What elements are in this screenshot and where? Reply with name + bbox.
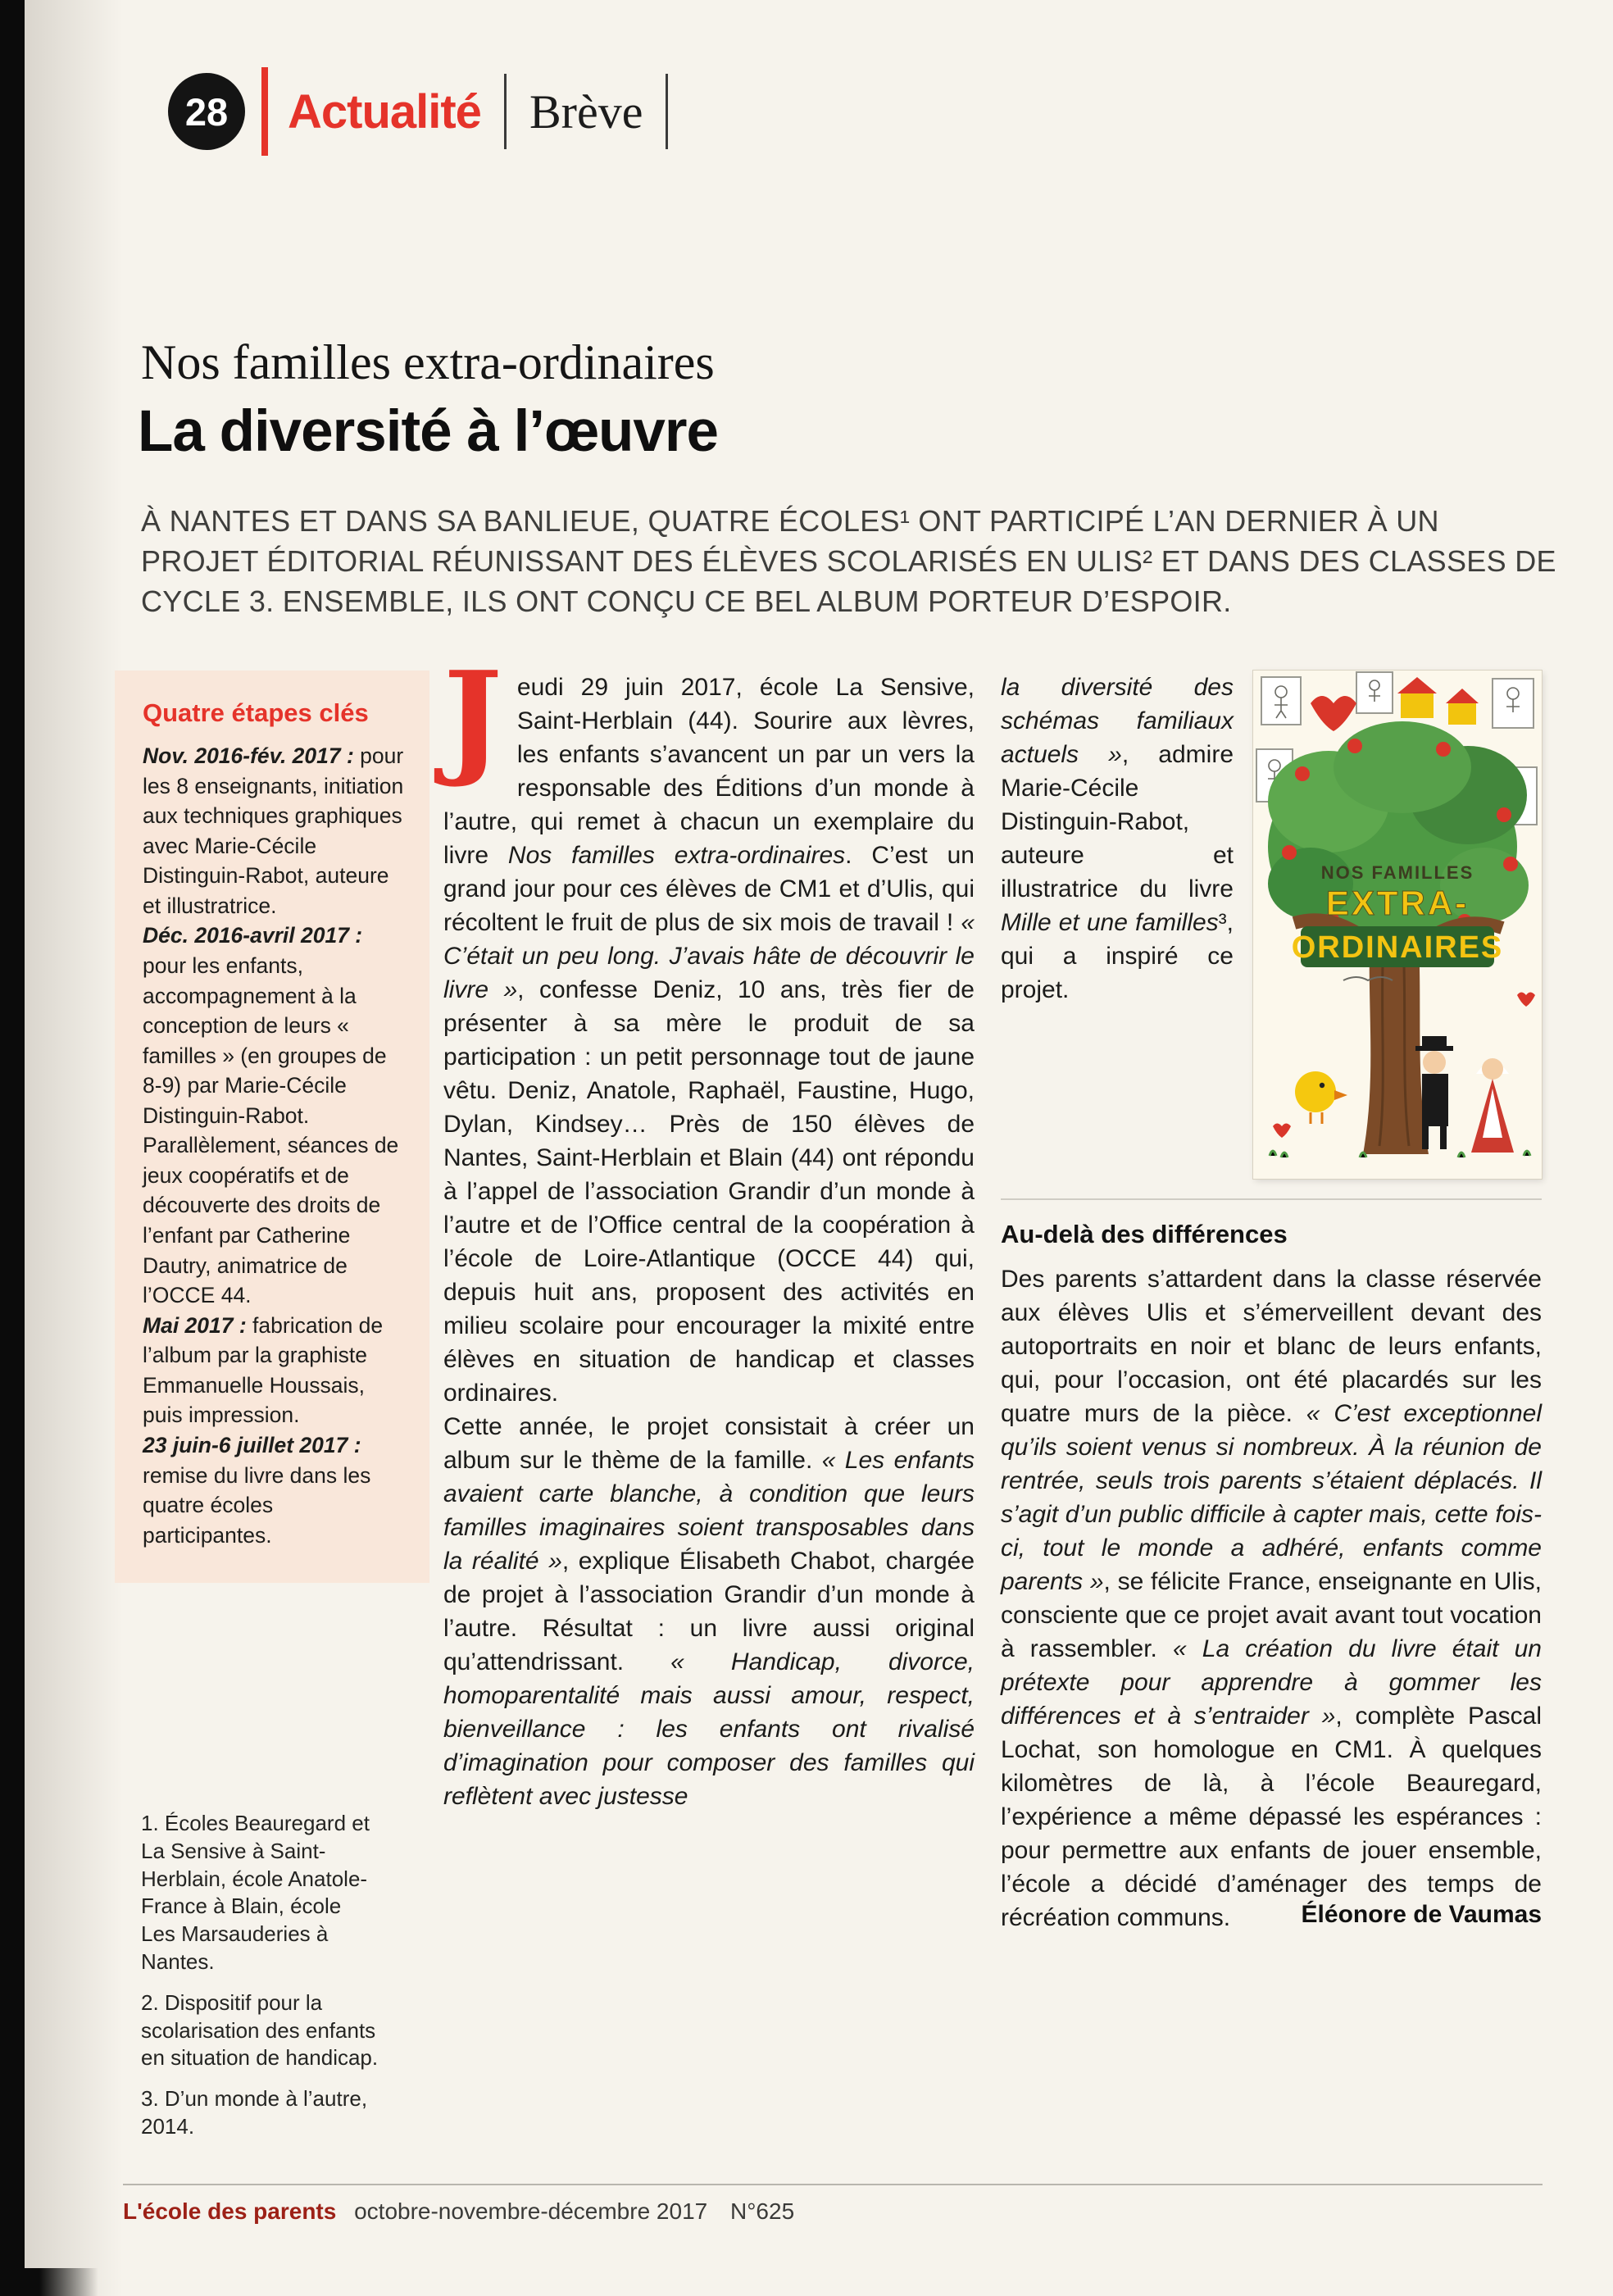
article-paragraph xyxy=(443,643,975,1410)
book-cover-illustration xyxy=(1253,671,1542,1179)
author-byline: Éléonore de Vaumas xyxy=(1301,1901,1542,1928)
step-text: remise du livre dans les quatre écoles participantes. xyxy=(143,1462,371,1548)
page-number-badge xyxy=(168,73,245,150)
red-divider-bar xyxy=(261,67,268,156)
key-step xyxy=(143,741,407,921)
step-date: Déc. 2016-avril 2017 : xyxy=(143,923,363,948)
article-paragraph: Des parents s’attardent dans la classe réservée aux élèves Ulis et s’émerveillent devant des autoportraits en noir et blanc de leurs enfants, qui, pour l’occasion, ont été placardés sur les quatre murs de la pièce. « C’est exceptionnel qu’ils soient venus si nombreux. À la réunion de rentrée, seuls trois parents s’étaient déplacés. Il s’agit d’un public difficile à capter mais, cette fois-ci, tout le monde a adhéré, enfants comme parents », se félicite France, enseignante en Ulis, consciente que ce projet avait avant tout vocation à rassembler. « La création du livre était un prétexte pour apprendre à gommer les différences et à s’entraider », complète Pascal Lochat, son homologue en CM1. À quelques kilomètres de là, à l’école Beauregard, l’expérience a même dépassé les espérances : pour permettre aux enfants de jouer ensemble, l’école a décidé d’aménager des temps de récréation communs. xyxy=(1001,1266,1542,1931)
house-shape xyxy=(1401,693,1434,718)
article-column-right xyxy=(1001,671,1542,1929)
book-cover-art xyxy=(1253,671,1542,1179)
article-standfirst: À NANTES ET DANS SA BANLIEUE, QUATRE ÉCOLES¹ ONT PARTICIPÉ L’AN DERNIER À UN PROJET ÉDITORIAL RÉUNISSANT DES ÉLÈVES SCOLARISÉS EN ULIS² ET DANS DES CLASSES DE CYCLE 3. ENSEMBLE, ILS ONT CONÇU CE BEL ALBUM PORTEUR D’ESPOIR. xyxy=(141,504,1556,618)
article-title: La diversité à l’œuvre xyxy=(138,399,719,464)
step-date: Mai 2017 : xyxy=(143,1312,247,1338)
article-column-middle xyxy=(443,643,975,1813)
scan-gutter-shadow xyxy=(25,0,123,2296)
page-masthead xyxy=(168,66,691,157)
step-date: 23 juin-6 juillet 2017 : xyxy=(143,1432,361,1457)
step-date: Nov. 2016-fév. 2017 : xyxy=(143,743,354,768)
footnotes xyxy=(141,1810,380,2154)
section-subhead: Au-delà des différences xyxy=(1001,1198,1542,1249)
issue-number: N°625 xyxy=(730,2198,795,2224)
article-paragraph: Cette année, le projet consistait à créer un album sur le thème de la famille. « Les enfants avaient carte blanche, à condition que leurs familles imaginaires soient transposables dans la réalité », explique Élisabeth Chabot, chargée de projet à l’association Grandir d’un monde à l’autre. Résultat : un livre aussi original qu’attendrissant. « Handicap, divorce, homoparentalité mais aussi amour, respect, bienveillance : les enfants ont rivalisé d’imagination pour composer des familles qui reflètent avec justesse xyxy=(443,1413,975,1810)
subsection-label: Brève xyxy=(529,84,643,139)
footnote: 3. D’un monde à l’autre, 2014. xyxy=(141,2086,368,2139)
section-label: Actualité xyxy=(288,84,481,139)
footnote: 2. Dispositif pour la scolarisation des enfants en situation de handicap. xyxy=(141,1989,379,2071)
vertical-divider xyxy=(666,74,668,149)
article-kicker: Nos familles extra-ordinaires xyxy=(141,335,715,389)
footnote: 1. Écoles Beauregard et La Sensive à Saint-Herblain, école Anatole-France à Blain, école Les Marsauderies à Nantes. xyxy=(141,1811,370,1974)
step-text: pour les 8 enseignants, initiation aux techniques graphiques avec Marie-Cécile Distinguin-Rabot, auteure et illustratrice. xyxy=(143,743,404,918)
key-steps-title: Quatre étapes clés xyxy=(143,698,369,727)
key-steps-box xyxy=(115,671,429,1583)
key-step xyxy=(143,1430,407,1550)
scan-edge-bottom xyxy=(0,2268,98,2296)
magazine-name: L'école des parents xyxy=(123,2198,337,2224)
drop-cap: J xyxy=(443,643,502,790)
key-step xyxy=(143,1311,407,1430)
cover-title-line3: ORDINAIRES xyxy=(1291,930,1504,965)
paragraph-text: eudi 29 juin 2017, école La Sensive, Saint-Herblain (44). Sourire aux lèvres, les enfants s’avancent un par un vers la responsable des Éditions d’un monde à l’autre, qui remet à chacun un exemplaire du livre Nos familles extra-ordinaires. C’est un grand jour pour ces élèves de CM1 et d’Ulis, qui récoltent le fruit de plus de six mois de travail ! « C’était un peu long. J’avais hâte de découvrir le livre », confesse Deniz, 10 ans, très fier de présenter à sa mère le produit de sa participation : un petit personnage tout de jaune vêtu. Deniz, Anatole, Raphaël, Faustine, Hugo, Dylan, Kindsey… Près de 150 élèves de Nantes, Saint-Herblain et Blain (44) ont répondu à l’appel de l’association Grandir d’un monde à l’autre et de l’Office central de la coopération à l’école de Loire-Atlantique (OCCE 44) qui, depuis huit ans, proposent des activités en milieu scolaire pour encourager la mixité entre élèves en situation de handicap et classes ordinaires. xyxy=(443,674,975,1407)
cover-title-line2: EXTRA- xyxy=(1325,884,1470,922)
step-text: pour les enfants, accompagnement à la conception de leurs « familles » (en groupes de 8-9) par Marie-Cécile Distinguin-Rabot. Parallèlement, séances de jeux coopératifs et de découverte des droits de l’enfant par Catherine Dautry, animatrice de l’OCCE 44. xyxy=(143,952,399,1308)
cover-title-line1: NOS FAMILLES xyxy=(1320,862,1474,883)
issue-date: octobre-novembre-décembre 2017 xyxy=(354,2198,708,2224)
article-paragraph: la diversité des schémas familiaux actuels », admire Marie-Cécile Distinguin-Rabot, auteure et illustratrice du livre Mille et une familles³, qui a inspiré ce projet. xyxy=(1001,674,1234,1003)
vertical-divider xyxy=(504,74,507,149)
page-footer xyxy=(123,2184,1543,2225)
scan-edge-left xyxy=(0,0,25,2296)
step-text: fabrication de l’album par la graphiste Emmanuelle Houssais, puis impression. xyxy=(143,1312,384,1428)
page-number: 28 xyxy=(184,89,229,134)
key-step xyxy=(143,921,407,1310)
